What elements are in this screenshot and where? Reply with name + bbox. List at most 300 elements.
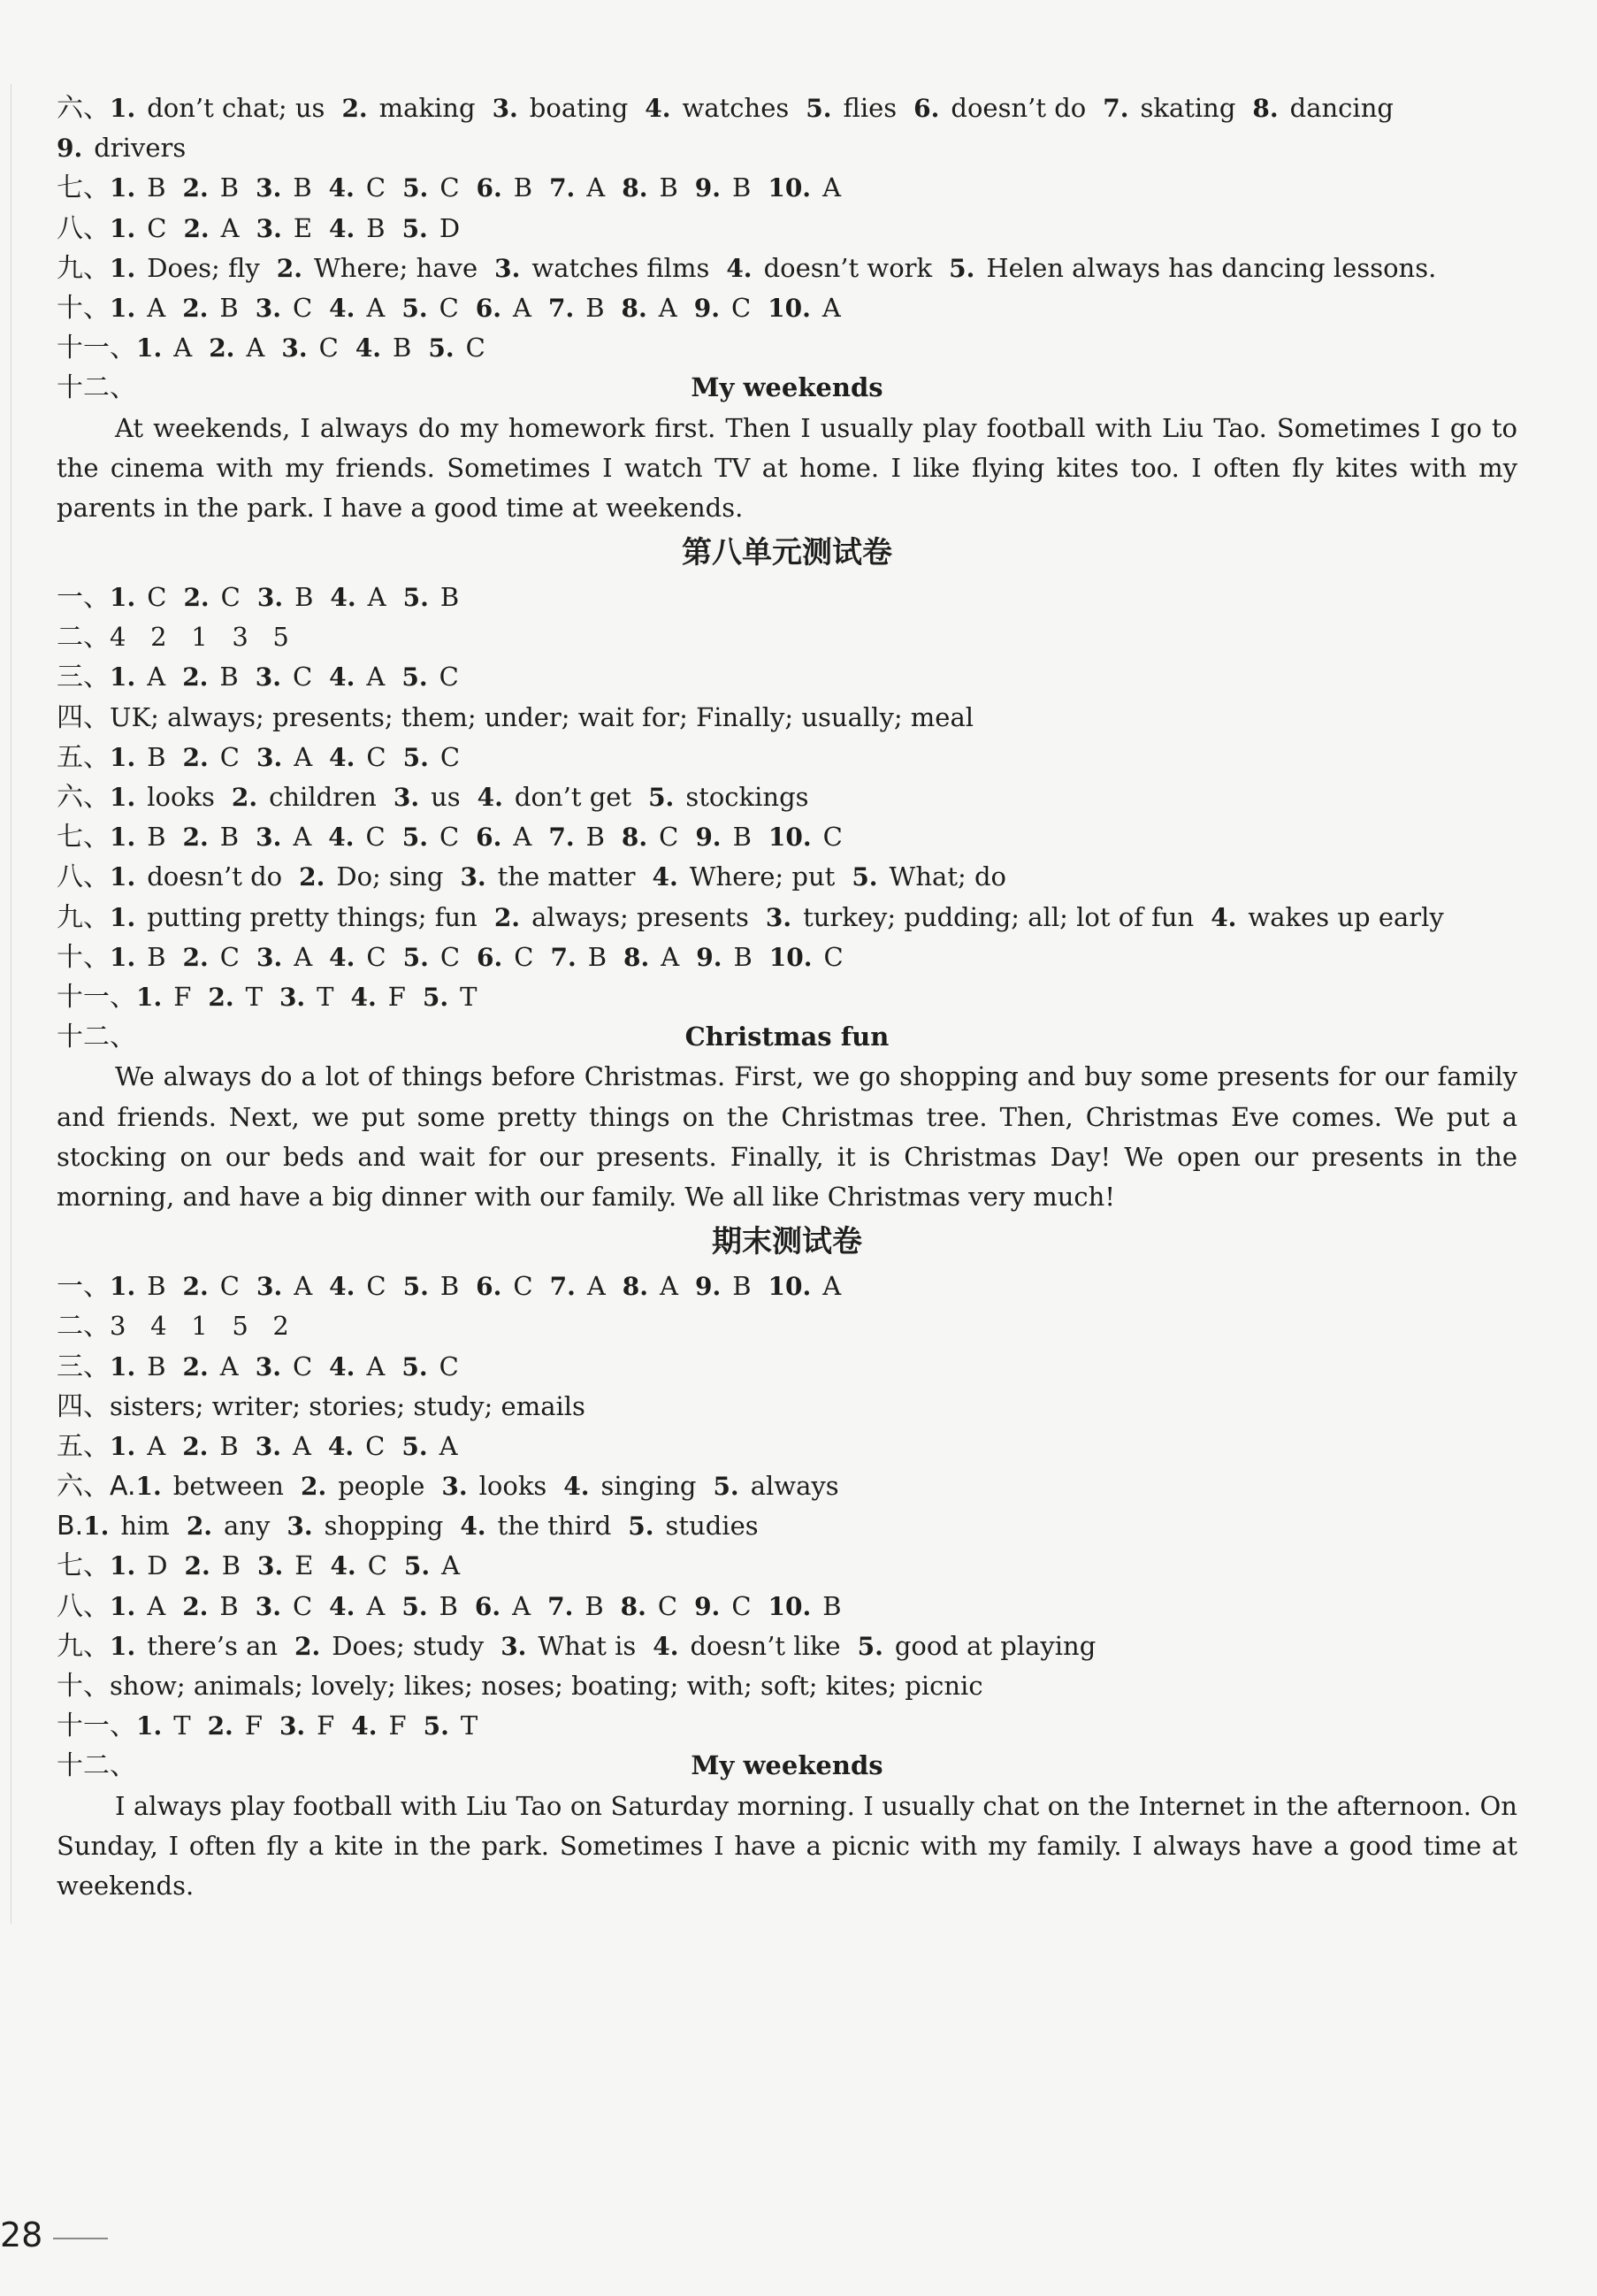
- answer-item: [328, 822, 385, 852]
- item-answer: A: [821, 292, 841, 323]
- question-label: 七、: [57, 172, 110, 204]
- answer-item: [182, 293, 239, 323]
- item-answer: watches: [682, 93, 790, 123]
- item-answer: B: [147, 741, 166, 772]
- answer-item: [183, 582, 240, 612]
- answer-item: [299, 861, 443, 892]
- item-number: 2.: [182, 173, 209, 203]
- answer-item: [460, 861, 635, 892]
- item-number: 3.: [255, 293, 281, 323]
- answer-item: [401, 1351, 458, 1381]
- item-number: 8.: [1252, 94, 1279, 123]
- item-number: 4.: [652, 862, 678, 892]
- answer-item: [441, 1471, 546, 1501]
- item-number: 5.: [401, 1351, 428, 1381]
- answer-item: [768, 172, 841, 203]
- answer-item: [621, 1591, 677, 1621]
- item-answer: B: [147, 822, 166, 853]
- item-answer: B: [293, 172, 312, 203]
- item-number: 1.: [136, 333, 163, 364]
- answer-item: [394, 782, 461, 812]
- answer-item: [341, 93, 475, 123]
- item-number: 2.: [182, 823, 209, 853]
- item-answer: Where; put: [689, 861, 836, 892]
- item-answer: C: [292, 1590, 313, 1621]
- answer-item: [351, 1711, 406, 1741]
- item-number: 3.: [256, 823, 282, 853]
- question-label: 六、A.: [57, 1471, 136, 1503]
- item-answer: C: [439, 662, 459, 693]
- answer-item: [653, 861, 836, 892]
- item-number: 10.: [768, 293, 811, 323]
- answer-line: [57, 1626, 1517, 1666]
- item-answer: C: [657, 1590, 678, 1621]
- item-number: 3.: [279, 982, 306, 1012]
- answer-line: [57, 738, 1517, 777]
- question-label: 十一、: [57, 333, 136, 364]
- item-answer: A: [822, 172, 842, 203]
- item-answer: watches films: [531, 252, 710, 283]
- answer-item: [648, 782, 808, 812]
- composition-paragraph: We always do a lot of things before Christmas. First, we go shopping and buy some presents for our family and friends. Next, we put some pretty things on the Christmas tree. Then, Christmas Eve comes. We put a stocking on our beds and wait for our presents. Finally, it is Christmas Day! We open our presents in the morning, and have a big dinner with our family. We all like Christmas very much!: [57, 1061, 1517, 1212]
- item-answer: A: [294, 941, 313, 972]
- item-answer: C: [219, 941, 240, 972]
- item-number: 2.: [299, 862, 325, 892]
- item-answer: C: [823, 941, 844, 972]
- item-number: 2.: [182, 942, 209, 972]
- answer-item: [110, 1431, 165, 1461]
- answer-text: 3 4 1 5 2: [110, 1311, 289, 1342]
- item-number: 1.: [110, 253, 136, 283]
- answer-item: [329, 213, 386, 243]
- item-number: 2.: [493, 902, 521, 932]
- answer-item: [623, 1271, 678, 1301]
- item-number: 4.: [460, 1512, 486, 1542]
- item-answer: B: [585, 822, 605, 853]
- item-answer: A: [147, 1590, 166, 1621]
- answer-line: [57, 657, 1517, 697]
- item-number: 5.: [403, 1551, 431, 1581]
- item-number: 4.: [329, 1351, 355, 1381]
- question-label: 十二、: [57, 1022, 136, 1053]
- item-number: 7.: [547, 293, 575, 323]
- item-answer: B: [587, 941, 607, 972]
- item-number: 4.: [329, 1591, 355, 1621]
- answer-item: [402, 822, 459, 852]
- item-answer: T: [460, 1711, 478, 1741]
- answer-item: [1211, 902, 1444, 932]
- item-answer: A: [513, 292, 531, 323]
- answer-item: [622, 172, 678, 203]
- question-label: 四、: [57, 1390, 110, 1422]
- composition-paragraph: I always play football with Liu Tao on Saturday morning. I usually chat on the Internet in the afternoon. On Sunday, I often fly a kite in the park. Sometimes I have a picnic with my family. I always have a good time at weekends.: [57, 1790, 1517, 1902]
- item-number: 4.: [330, 583, 356, 613]
- item-number: 3.: [492, 94, 518, 123]
- item-number: 2.: [294, 1631, 321, 1661]
- composition-title: Christmas fun: [684, 1022, 890, 1052]
- question-label: 八、: [57, 1590, 110, 1622]
- answer-item: [256, 942, 312, 972]
- item-number: 1.: [110, 823, 136, 853]
- answer-item: [256, 1431, 311, 1461]
- item-number: 6.: [477, 942, 503, 972]
- answer-item: [858, 1631, 1097, 1661]
- answer-item: [694, 1591, 751, 1621]
- question-label: 五、: [57, 741, 110, 773]
- item-number: 5.: [401, 662, 428, 693]
- item-number: 4.: [329, 293, 355, 323]
- answer-text: sisters; writer; stories; study; emails: [110, 1390, 585, 1421]
- item-answer: C: [439, 292, 459, 323]
- answer-item: [110, 822, 166, 852]
- answer-item: [330, 582, 386, 612]
- item-answer: A: [366, 1590, 386, 1621]
- item-number: 1.: [110, 1591, 136, 1621]
- item-answer: A: [822, 1271, 842, 1302]
- item-number: 1.: [110, 1272, 136, 1302]
- question-label: 七、: [57, 822, 110, 853]
- item-number: 3.: [256, 173, 282, 203]
- item-number: 5.: [401, 1431, 428, 1461]
- answer-item: [329, 662, 385, 692]
- item-number: 5.: [401, 213, 428, 243]
- item-answer: singing: [600, 1471, 697, 1502]
- question-label: B.: [57, 1511, 84, 1542]
- question-label: 十、: [57, 1671, 110, 1703]
- answer-item: [183, 1351, 239, 1381]
- item-number: 8.: [620, 1591, 646, 1621]
- item-answer: drivers: [94, 133, 187, 164]
- answer-item: [547, 1591, 604, 1621]
- item-answer: D: [147, 1550, 168, 1581]
- item-answer: doesn’t work: [763, 252, 933, 283]
- item-answer: flies: [843, 93, 898, 123]
- item-answer: F: [244, 1711, 263, 1741]
- item-answer: people: [338, 1471, 425, 1502]
- item-answer: C: [220, 582, 241, 613]
- item-answer: Does; study: [332, 1630, 485, 1661]
- item-number: 9.: [694, 1591, 721, 1621]
- item-number: 5.: [402, 173, 429, 203]
- item-number: 9.: [694, 1272, 722, 1302]
- item-number: 9.: [696, 942, 722, 972]
- answer-item: [256, 1271, 312, 1301]
- answer-line: [57, 578, 1517, 617]
- item-answer: B: [147, 941, 166, 972]
- answer-line: [57, 1267, 1517, 1306]
- answer-line: [57, 777, 1517, 817]
- item-answer: dancing: [1289, 93, 1394, 123]
- item-answer: C: [367, 1550, 387, 1581]
- answer-item: [424, 1711, 478, 1741]
- item-answer: C: [465, 333, 485, 364]
- answer-item: [110, 213, 166, 243]
- item-number: 7.: [549, 173, 576, 203]
- item-number: 10.: [768, 942, 813, 972]
- item-number: 4.: [329, 942, 355, 972]
- composition-title: My weekends: [691, 1750, 883, 1781]
- item-answer: him: [120, 1511, 170, 1542]
- item-answer: us: [431, 782, 461, 813]
- item-number: 5.: [402, 1272, 429, 1302]
- item-number: 3.: [257, 1551, 284, 1581]
- item-answer: A: [586, 172, 606, 203]
- item-number: 6.: [475, 293, 502, 323]
- item-number: 6.: [476, 823, 502, 853]
- item-answer: any: [224, 1511, 271, 1542]
- question-label: 一、: [57, 582, 110, 614]
- item-number: 2.: [182, 293, 209, 323]
- item-answer: B: [219, 172, 240, 203]
- item-number: 5.: [401, 1591, 428, 1621]
- answer-item: [494, 253, 709, 283]
- item-number: 3.: [256, 583, 284, 613]
- item-number: 3.: [765, 902, 792, 932]
- question-label: 五、: [57, 1430, 110, 1462]
- item-number: 1.: [110, 1631, 136, 1661]
- answer-item: [183, 742, 240, 772]
- answer-text: 4 2 1 3 5: [110, 622, 289, 653]
- item-answer: T: [460, 981, 478, 1012]
- answer-item: [493, 93, 629, 123]
- item-answer: F: [173, 981, 192, 1012]
- item-answer: C: [513, 1271, 533, 1302]
- answer-item: [277, 253, 478, 283]
- item-number: 8.: [621, 823, 648, 853]
- answer-item: [136, 1711, 191, 1741]
- item-number: 1.: [110, 293, 136, 323]
- answer-item: [403, 742, 460, 772]
- answer-item: [256, 1591, 312, 1621]
- item-answer: doesn’t do: [147, 861, 283, 892]
- item-answer: A: [367, 582, 386, 613]
- item-answer: children: [269, 782, 377, 813]
- item-answer: don’t chat; us: [147, 93, 325, 123]
- answer-item: [279, 1711, 334, 1741]
- item-answer: C: [366, 741, 386, 772]
- item-answer: C: [366, 1271, 386, 1302]
- item-answer: B: [439, 582, 460, 613]
- answer-item: [256, 1351, 312, 1381]
- answer-item: [110, 1631, 278, 1661]
- item-number: 1.: [136, 982, 163, 1012]
- item-number: 1.: [110, 1351, 136, 1381]
- item-answer: C: [318, 333, 339, 364]
- item-answer: C: [147, 582, 167, 613]
- item-number: 4.: [329, 662, 355, 693]
- item-number: 3.: [256, 942, 283, 972]
- answer-item: [329, 293, 385, 323]
- answer-line: [57, 1387, 1517, 1427]
- answer-item: [768, 822, 843, 852]
- answer-item: [110, 942, 166, 972]
- answer-item: [766, 902, 1194, 932]
- item-number: 5.: [422, 982, 449, 1012]
- item-answer: A: [366, 1351, 386, 1381]
- item-answer: the matter: [497, 861, 636, 892]
- question-label: 十、: [57, 292, 110, 324]
- answer-item: [183, 942, 240, 972]
- item-answer: C: [365, 172, 386, 203]
- question-label: 十、: [57, 941, 110, 973]
- item-number: 1.: [110, 662, 136, 693]
- answer-item: [256, 822, 311, 852]
- answer-item: [402, 213, 461, 243]
- question-label: 十二、: [57, 372, 136, 404]
- answer-item: [500, 1631, 636, 1661]
- answer-item: [182, 1591, 239, 1621]
- item-answer: B: [733, 941, 753, 972]
- item-answer: the third: [497, 1511, 612, 1542]
- item-answer: A: [512, 1590, 531, 1621]
- item-number: 1.: [110, 862, 136, 892]
- item-answer: skating: [1140, 93, 1236, 123]
- answer-item: [281, 333, 338, 363]
- item-answer: C: [514, 941, 534, 972]
- answer-line: [57, 1706, 1517, 1746]
- item-number: 5.: [857, 1631, 883, 1661]
- item-answer: Do; sing: [336, 861, 444, 892]
- answer-item: [110, 253, 260, 283]
- item-number: 1.: [135, 1472, 162, 1502]
- answer-item: [806, 93, 897, 123]
- item-answer: B: [732, 822, 752, 853]
- item-number: 1.: [110, 173, 136, 203]
- answer-item: [548, 822, 605, 852]
- item-number: 4.: [355, 333, 382, 364]
- item-answer: A: [294, 741, 313, 772]
- answer-item: [403, 582, 460, 612]
- item-number: 2.: [276, 253, 302, 283]
- item-answer: B: [732, 1271, 752, 1302]
- item-number: 4.: [351, 1711, 378, 1741]
- question-label: 四、: [57, 701, 110, 733]
- item-answer: A: [293, 822, 312, 853]
- item-number: 2.: [186, 1512, 213, 1542]
- item-number: 6.: [476, 173, 502, 203]
- item-answer: B: [393, 333, 412, 364]
- section-title: 期末测试卷: [712, 1224, 862, 1260]
- item-answer: B: [439, 1271, 460, 1302]
- item-number: 6.: [474, 1591, 501, 1621]
- item-answer: A: [147, 1430, 166, 1461]
- item-number: 2.: [209, 333, 235, 364]
- answer-line: [57, 288, 1517, 328]
- answer-item: [548, 293, 605, 323]
- answer-item: [713, 1471, 838, 1501]
- item-answer: C: [730, 292, 752, 323]
- item-answer: A: [246, 333, 265, 364]
- question-label: 十一、: [57, 1711, 136, 1742]
- item-answer: A: [219, 1351, 239, 1381]
- item-answer: don’t get: [514, 782, 632, 813]
- item-answer: C: [219, 1271, 240, 1302]
- item-number: 6.: [476, 1272, 502, 1302]
- answer-item: [294, 1631, 484, 1661]
- answer-line: [57, 128, 1517, 168]
- answer-item: [110, 742, 166, 772]
- item-answer: A: [660, 1271, 678, 1302]
- question-label: 六、: [57, 93, 110, 124]
- answer-line: [57, 1466, 1517, 1506]
- answer-item: [329, 1271, 386, 1301]
- item-answer: there’s an: [147, 1630, 279, 1661]
- item-answer: What; do: [889, 861, 1006, 892]
- answer-line: [57, 698, 1517, 738]
- answer-item: [183, 172, 240, 203]
- answer-text: UK; always; presents; them; under; wait for; Finally; usually; meal: [110, 701, 974, 732]
- question-label: 二、: [57, 622, 110, 654]
- answer-line: [57, 209, 1517, 249]
- item-number: 4.: [563, 1472, 590, 1502]
- answer-item: [404, 1550, 460, 1580]
- answer-item: [477, 942, 533, 972]
- item-answer: B: [439, 1590, 458, 1621]
- question-label: 三、: [57, 662, 110, 693]
- answer-line: [57, 328, 1517, 368]
- item-number: 2.: [341, 94, 368, 123]
- item-answer: C: [439, 822, 460, 853]
- answer-item: [694, 293, 751, 323]
- answer-item: [83, 1511, 170, 1541]
- answer-item: [330, 1550, 386, 1580]
- item-number: 5.: [402, 942, 429, 972]
- answer-item: [401, 1431, 457, 1461]
- answer-item: [110, 582, 166, 612]
- item-number: 2.: [231, 783, 258, 813]
- item-answer: B: [221, 1550, 241, 1581]
- item-number: 2.: [183, 213, 210, 243]
- item-answer: B: [294, 582, 314, 613]
- answer-item: [696, 942, 753, 972]
- page-number: 28: [0, 2216, 43, 2254]
- item-answer: T: [173, 1711, 191, 1741]
- answer-item: [110, 1271, 166, 1301]
- item-answer: always: [750, 1471, 839, 1502]
- answer-item: [623, 942, 679, 972]
- answer-line: [57, 938, 1517, 977]
- answer-item: [423, 982, 478, 1012]
- answer-line: [57, 977, 1517, 1017]
- item-number: 5.: [401, 823, 428, 853]
- answer-item: [110, 782, 215, 812]
- item-answer: A: [441, 1550, 461, 1581]
- item-number: 5.: [402, 583, 429, 613]
- item-number: 3.: [255, 1591, 281, 1621]
- item-answer: C: [731, 1590, 752, 1621]
- item-answer: B: [147, 1271, 166, 1302]
- answer-item: [257, 1550, 313, 1580]
- answer-item: [329, 942, 386, 972]
- answer-line: [57, 898, 1517, 938]
- item-number: 1.: [110, 783, 136, 813]
- item-answer: B: [659, 172, 678, 203]
- item-answer: Where; have: [313, 252, 478, 283]
- item-answer: B: [513, 172, 533, 203]
- page-number-rule: [53, 2238, 108, 2239]
- item-answer: putting pretty things; fun: [147, 901, 478, 932]
- question-label: 八、: [57, 212, 110, 244]
- answer-line: [57, 168, 1517, 208]
- answer-item: [256, 742, 312, 772]
- answer-item: [913, 93, 1086, 123]
- item-number: 5.: [713, 1472, 739, 1502]
- item-number: 2.: [207, 1711, 233, 1741]
- answer-item: [183, 213, 239, 243]
- question-label: 六、: [57, 782, 110, 814]
- item-answer: C: [439, 172, 460, 203]
- item-number: 9.: [694, 173, 722, 203]
